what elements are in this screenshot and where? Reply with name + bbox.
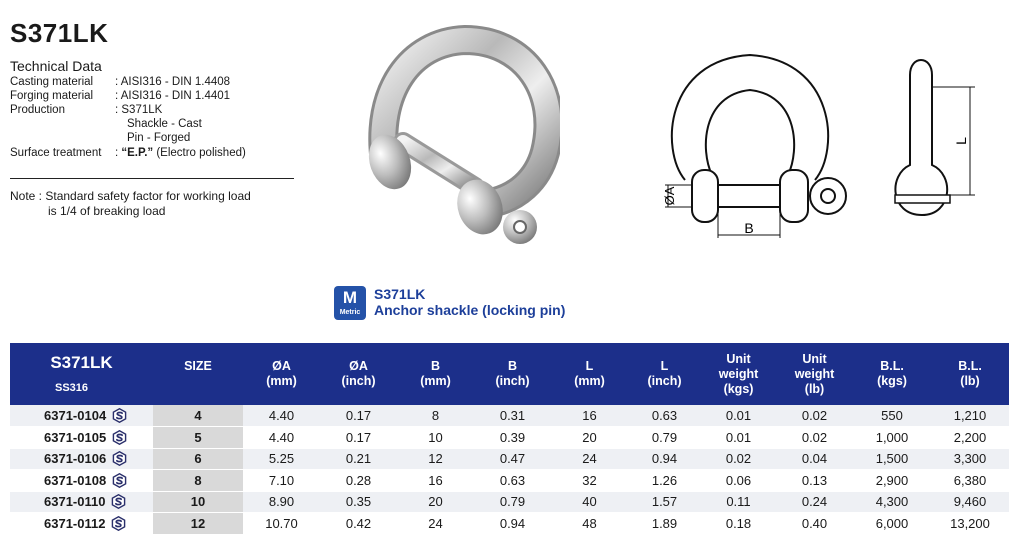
header-line: (mm): [420, 374, 451, 388]
header-line: (lb): [804, 381, 825, 396]
spec-value: Shackle - Cast: [127, 118, 202, 130]
header-line: SIZE: [184, 359, 212, 373]
dimension-label-b: B: [744, 220, 754, 236]
cell-code: [10, 513, 153, 535]
item-code: 6371-0105: [44, 429, 107, 445]
caption-product-code: S371LK: [374, 286, 426, 302]
cell-l-inch: 0.79: [628, 427, 701, 449]
cell-weight-kgs: 0.02: [701, 448, 776, 470]
column-header-bl-kgs: [853, 343, 931, 405]
header-line: weight: [718, 366, 759, 381]
cell-b-mm: 12: [397, 448, 474, 470]
spec-label: Forging material: [10, 90, 94, 102]
safety-note-line-1: Note : Standard safety factor for working load: [10, 189, 251, 203]
dimension-label-l: L: [953, 137, 969, 145]
table-row: [10, 427, 1009, 449]
cell-size: 8: [153, 470, 243, 492]
header-line: B.L.: [880, 359, 904, 373]
cell-size: 10: [153, 491, 243, 513]
header-line: weight: [794, 366, 835, 381]
cell-bl-lb: 9,460: [931, 491, 1009, 513]
cell-a-inch: 0.21: [320, 448, 397, 470]
cell-weight-kgs: 0.01: [701, 427, 776, 449]
header-line: Unit: [802, 351, 827, 366]
shackle-front-drawing: [640, 40, 860, 250]
model-title: S371LK: [50, 353, 113, 372]
cell-a-mm: 4.40: [243, 405, 320, 427]
table-header-row: [10, 343, 1009, 405]
caption-product-name: Anchor shackle (locking pin): [374, 302, 566, 318]
column-header-b-inch: [474, 343, 551, 405]
spec-label: Production: [10, 104, 65, 116]
cell-bl-lb: 3,300: [931, 448, 1009, 470]
header-line: ØA: [349, 359, 368, 373]
cell-b-mm: 8: [397, 405, 474, 427]
cell-b-mm: 24: [397, 513, 474, 535]
cell-b-inch: 0.94: [474, 513, 551, 535]
cell-bl-kgs: 1,500: [853, 448, 931, 470]
metric-badge-text: Metric: [339, 309, 361, 316]
cell-l-mm: 48: [551, 513, 628, 535]
table-row: [10, 513, 1009, 535]
cell-l-mm: 20: [551, 427, 628, 449]
cell-weight-lb: 0.02: [776, 427, 853, 449]
cell-weight-kgs: 0.06: [701, 470, 776, 492]
cell-code: [10, 405, 153, 427]
cell-weight-lb: 0.40: [776, 513, 853, 535]
cell-a-mm: 4.40: [243, 427, 320, 449]
cell-size: 5: [153, 427, 243, 449]
cell-b-inch: 0.39: [474, 427, 551, 449]
spec-value-bold: “E.P.”: [121, 147, 154, 159]
cell-b-mm: 16: [397, 470, 474, 492]
cell-a-mm: 7.10: [243, 470, 320, 492]
cell-l-inch: 1.89: [628, 513, 701, 535]
spec-value: : AISI316 - DIN 1.4401: [115, 90, 231, 102]
stainless-steel-s-icon: [112, 430, 127, 445]
header-line: (kgs): [723, 381, 754, 396]
product-title: S371LK: [10, 18, 109, 48]
spec-value-prefix: :: [115, 147, 122, 159]
cell-a-mm: 10.70: [243, 513, 320, 535]
cell-b-mm: 10: [397, 427, 474, 449]
cell-weight-lb: 0.02: [776, 405, 853, 427]
stainless-steel-s-icon: [111, 516, 126, 531]
cell-bl-lb: 6,380: [931, 470, 1009, 492]
cell-l-mm: 16: [551, 405, 628, 427]
cell-l-mm: 40: [551, 491, 628, 513]
cell-weight-kgs: 0.11: [701, 491, 776, 513]
header-line: L: [660, 359, 669, 373]
cell-bl-kgs: 4,300: [853, 491, 931, 513]
cell-b-inch: 0.79: [474, 491, 551, 513]
header-line: (inch): [647, 374, 682, 388]
item-code: 6371-0106: [44, 451, 107, 467]
cell-l-inch: 0.94: [628, 448, 701, 470]
header-line: (lb): [960, 374, 980, 388]
column-header-l-mm: [551, 343, 628, 405]
divider: [10, 178, 294, 179]
spec-table: [10, 343, 1009, 535]
stainless-steel-s-icon: [112, 408, 127, 423]
header-line: L: [585, 359, 594, 373]
metric-badge-letter: M: [342, 288, 358, 307]
cell-weight-lb: 0.04: [776, 448, 853, 470]
stainless-steel-s-icon: [112, 451, 127, 466]
item-code: 6371-0108: [44, 472, 107, 488]
header-line: B: [430, 359, 441, 373]
cell-bl-kgs: 550: [853, 405, 931, 427]
cell-a-inch: 0.35: [320, 491, 397, 513]
cell-b-inch: 0.31: [474, 405, 551, 427]
column-header-b-mm: [397, 343, 474, 405]
cell-bl-kgs: 2,900: [853, 470, 931, 492]
cell-a-inch: 0.42: [320, 513, 397, 535]
cell-code: [10, 491, 153, 513]
header-line: Unit: [726, 351, 751, 366]
column-header-a-inch: [320, 343, 397, 405]
cell-weight-lb: 0.24: [776, 491, 853, 513]
cell-weight-lb: 0.13: [776, 470, 853, 492]
cell-size: 6: [153, 448, 243, 470]
cell-weight-kgs: 0.18: [701, 513, 776, 535]
header-line: (inch): [495, 374, 530, 388]
dimension-label-a: ØA: [662, 186, 677, 206]
table-row: [10, 448, 1009, 470]
item-code: 6371-0104: [44, 408, 107, 423]
table-row: [10, 491, 1009, 513]
cell-l-inch: 1.26: [628, 470, 701, 492]
item-code: 6371-0112: [44, 515, 106, 531]
cell-l-mm: 24: [551, 448, 628, 470]
stainless-steel-s-icon: [111, 494, 126, 509]
header-line: B.L.: [958, 359, 982, 373]
column-header-bl-lb: [931, 343, 1009, 405]
header-line: (mm): [574, 374, 605, 388]
safety-note-line-2: is 1/4 of breaking load: [48, 204, 166, 218]
cell-l-mm: 32: [551, 470, 628, 492]
cell-bl-lb: 13,200: [931, 513, 1009, 535]
header-line: (mm): [266, 374, 297, 388]
cell-weight-kgs: 0.01: [701, 405, 776, 427]
spec-label: Casting material: [10, 76, 94, 88]
header-line: ØA: [272, 359, 291, 373]
cell-l-inch: 0.63: [628, 405, 701, 427]
cell-size: 12: [153, 513, 243, 535]
column-header-size: [153, 343, 243, 405]
cell-b-inch: 0.63: [474, 470, 551, 492]
cell-bl-lb: 1,210: [931, 405, 1009, 427]
spec-value: : AISI316 - DIN 1.4408: [115, 76, 231, 88]
cell-bl-kgs: 1,000: [853, 427, 931, 449]
cell-a-inch: 0.17: [320, 427, 397, 449]
item-code: 6371-0110: [44, 494, 106, 510]
model-subtitle: SS316: [54, 382, 89, 394]
cell-a-mm: 8.90: [243, 491, 320, 513]
header-line: (kgs): [877, 374, 907, 388]
column-header-l-inch: [628, 343, 701, 405]
cell-b-mm: 20: [397, 491, 474, 513]
spec-value: : S371LK: [115, 104, 163, 116]
cell-a-inch: 0.28: [320, 470, 397, 492]
cell-code: [10, 427, 153, 449]
header-line: (inch): [341, 374, 376, 388]
cell-bl-lb: 2,200: [931, 427, 1009, 449]
stainless-steel-s-icon: [112, 473, 127, 488]
column-header-a-mm: [243, 343, 320, 405]
cell-a-mm: 5.25: [243, 448, 320, 470]
column-header-weight-kgs: [701, 343, 776, 405]
cell-b-inch: 0.47: [474, 448, 551, 470]
spec-value-suffix: (Electro polished): [153, 147, 246, 159]
spec-label: Surface treatment: [10, 147, 102, 159]
cell-size: 4: [153, 405, 243, 427]
cell-code: [10, 470, 153, 492]
cell-l-inch: 1.57: [628, 491, 701, 513]
spec-value: [115, 146, 246, 160]
header-line: B: [507, 359, 518, 373]
table-row: [10, 470, 1009, 492]
cell-code: [10, 448, 153, 470]
shackle-side-drawing: [880, 45, 980, 245]
table-row: [10, 405, 1009, 427]
technical-data-heading: Technical Data: [10, 58, 102, 74]
shackle-photo: [355, 22, 560, 262]
spec-value: Pin - Forged: [127, 132, 191, 144]
metric-badge: [334, 286, 366, 320]
column-header-model: [10, 343, 153, 405]
cell-bl-kgs: 6,000: [853, 513, 931, 535]
cell-a-inch: 0.17: [320, 405, 397, 427]
column-header-weight-lb: [776, 343, 853, 405]
